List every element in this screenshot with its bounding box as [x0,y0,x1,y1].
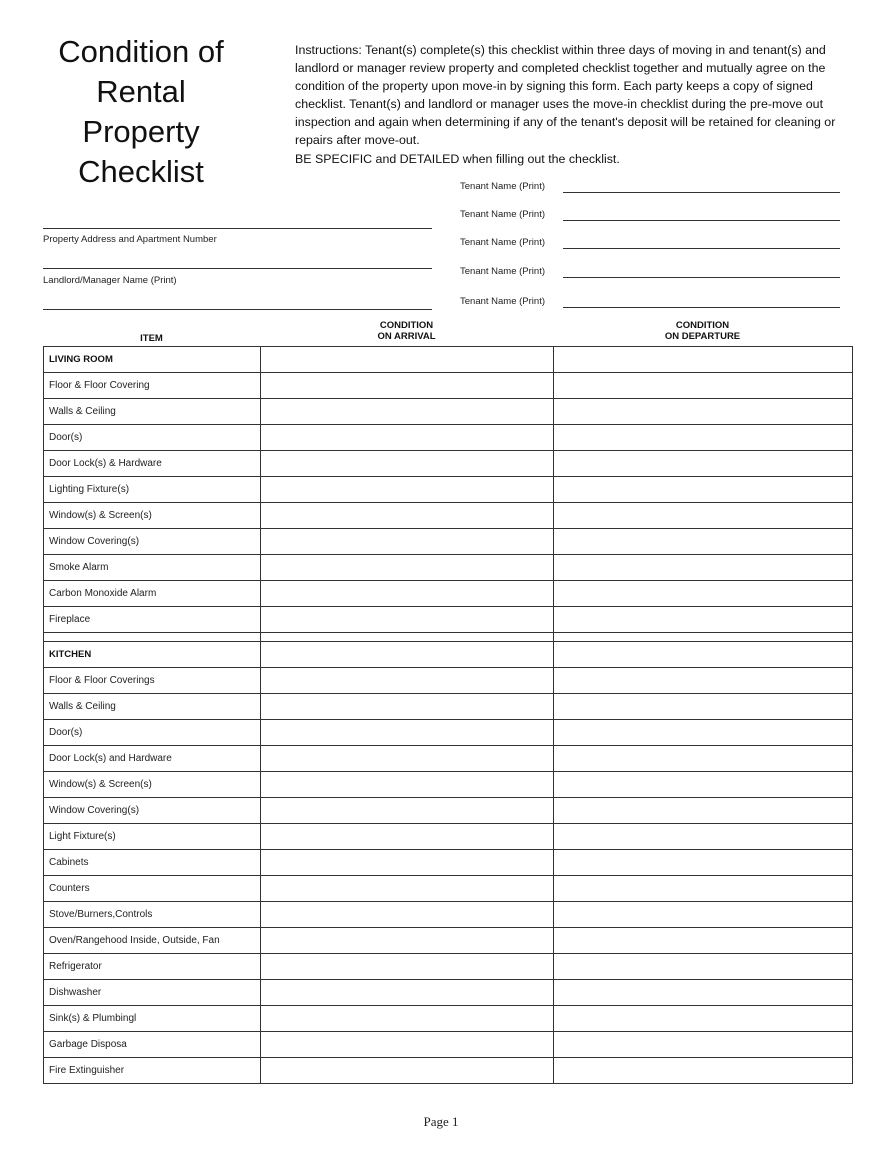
spacer-cell [554,633,853,642]
arrival-cell[interactable] [261,399,554,425]
table-row [44,902,853,928]
item-label: Walls & Ceiling [44,694,261,720]
section-header-row [44,347,853,373]
tenant-name-label: Tenant Name (Print) [460,296,546,307]
landlord-name-line[interactable] [43,268,432,269]
instructions-block [295,41,840,168]
departure-cell[interactable] [554,1006,853,1032]
departure-cell[interactable] [554,399,853,425]
arrival-cell[interactable] [261,824,554,850]
section-title: LIVING ROOM [44,347,261,373]
signature-line [563,277,840,278]
departure-cell[interactable] [554,1032,853,1058]
arrival-cell[interactable] [261,555,554,581]
arrival-cell[interactable] [261,581,554,607]
departure-cell[interactable] [554,902,853,928]
tenant-name-label: Tenant Name (Print) [460,266,546,277]
arrival-cell[interactable] [261,980,554,1006]
tenant-name-field[interactable] [460,237,840,251]
departure-cell[interactable] [554,477,853,503]
departure-cell[interactable] [554,798,853,824]
section-spacer [44,633,853,642]
table-row [44,425,853,451]
section-title: KITCHEN [44,642,261,668]
departure-cell[interactable] [554,347,853,373]
table-row [44,772,853,798]
tenant-name-label: Tenant Name (Print) [460,237,546,248]
table-row [44,824,853,850]
title-line: Checklist [78,154,204,189]
item-label: Oven/Rangehood Inside, Outside, Fan [44,928,261,954]
table-row [44,529,853,555]
departure-cell[interactable] [554,876,853,902]
departure-cell[interactable] [554,954,853,980]
item-label: Stove/Burners,Controls [44,902,261,928]
property-address-label: Property Address and Apartment Number [43,234,217,245]
item-label: Dishwasher [44,980,261,1006]
page-number: Page 1 [423,1114,459,1129]
arrival-cell[interactable] [261,1006,554,1032]
departure-cell[interactable] [554,928,853,954]
column-header-arrival: CONDITION ON ARRIVAL [377,320,436,342]
table-row [44,581,853,607]
item-label: Window Covering(s) [44,798,261,824]
departure-cell[interactable] [554,668,853,694]
departure-cell[interactable] [554,451,853,477]
departure-cell[interactable] [554,529,853,555]
tenant-name-field[interactable] [460,209,840,223]
item-label: Door Lock(s) and Hardware [44,746,261,772]
arrival-cell[interactable] [261,451,554,477]
item-label: Lighting Fixture(s) [44,477,261,503]
item-label: Door(s) [44,720,261,746]
arrival-cell[interactable] [261,1058,554,1084]
item-label: Fire Extinguisher [44,1058,261,1084]
item-label: Walls & Ceiling [44,399,261,425]
table-row [44,555,853,581]
table-row [44,607,853,633]
table-row [44,668,853,694]
departure-cell[interactable] [554,694,853,720]
item-label: Window(s) & Screen(s) [44,503,261,529]
arrival-cell[interactable] [261,668,554,694]
section-header-row [44,642,853,668]
arrival-cell[interactable] [261,772,554,798]
property-address-line[interactable] [43,228,432,229]
item-label: Light Fixture(s) [44,824,261,850]
extra-line[interactable] [43,309,432,310]
signature-line [563,220,840,221]
signature-line [563,248,840,249]
table-row [44,928,853,954]
item-label: Sink(s) & Plumbingl [44,1006,261,1032]
departure-cell[interactable] [554,746,853,772]
table-row [44,1006,853,1032]
item-label: Floor & Floor Covering [44,373,261,399]
arrival-cell[interactable] [261,798,554,824]
departure-cell[interactable] [554,720,853,746]
table-row [44,980,853,1006]
arrival-cell[interactable] [261,850,554,876]
item-label: Door(s) [44,425,261,451]
departure-cell[interactable] [554,824,853,850]
departure-cell[interactable] [554,1058,853,1084]
arrival-cell[interactable] [261,720,554,746]
arrival-cell[interactable] [261,694,554,720]
landlord-name-label: Landlord/Manager Name (Print) [43,275,177,286]
title-line: Rental [96,74,186,109]
item-label: Counters [44,876,261,902]
document-title [36,32,246,192]
table-row [44,1058,853,1084]
departure-cell[interactable] [554,555,853,581]
departure-cell[interactable] [554,581,853,607]
item-label: Refrigerator [44,954,261,980]
departure-cell[interactable] [554,425,853,451]
departure-cell[interactable] [554,373,853,399]
signature-line [563,192,840,193]
table-row [44,954,853,980]
item-label: Cabinets [44,850,261,876]
item-label: Floor & Floor Coverings [44,668,261,694]
tenant-name-field[interactable] [460,266,840,280]
departure-cell[interactable] [554,850,853,876]
checklist-table [43,346,853,1084]
table-row [44,850,853,876]
table-row [44,477,853,503]
arrival-cell[interactable] [261,503,554,529]
item-label: Window(s) & Screen(s) [44,772,261,798]
title-line: Condition of [58,34,224,69]
item-label: Garbage Disposa [44,1032,261,1058]
tenant-name-field[interactable] [460,181,840,195]
table-row [44,373,853,399]
column-header-departure: CONDITION ON DEPARTURE [664,320,741,342]
spacer-cell [261,633,554,642]
item-label: Carbon Monoxide Alarm [44,581,261,607]
tenant-name-field[interactable] [460,296,840,310]
column-header-item: ITEM [140,333,163,344]
departure-cell[interactable] [554,980,853,1006]
arrival-cell[interactable] [261,1032,554,1058]
table-row [44,876,853,902]
table-row [44,746,853,772]
signature-line [563,307,840,308]
spacer-cell [44,633,261,642]
arrival-cell[interactable] [261,954,554,980]
arrival-cell[interactable] [261,746,554,772]
arrival-cell[interactable] [261,425,554,451]
table-row [44,1032,853,1058]
arrival-cell[interactable] [261,928,554,954]
table-row [44,798,853,824]
arrival-cell[interactable] [261,876,554,902]
item-label: Window Covering(s) [44,529,261,555]
departure-cell[interactable] [554,607,853,633]
table-row [44,399,853,425]
departure-cell[interactable] [554,503,853,529]
table-row [44,720,853,746]
table-row [44,694,853,720]
arrival-cell[interactable] [261,373,554,399]
table-row [44,451,853,477]
arrival-cell[interactable] [261,902,554,928]
instructions-text: Instructions: Tenant(s) complete(s) this checklist within three days of moving in and tenant(s) and landlord or manager review property and completed checklist together and mutually agree on the condition of the property upon move-in by signing this form. Each party keeps a copy of signed checklist. Tenant(s) and landlord or manager uses the move-in checklist during the pre-move out inspection and again when determining if any of the tenant's deposit will be retained for cleaning or repairs after move-out. [295,43,836,148]
item-label: Door Lock(s) & Hardware [44,451,261,477]
instructions-emphasis: BE SPECIFIC and DETAILED when filling out the checklist. [295,151,620,166]
arrival-cell[interactable] [261,607,554,633]
arrival-cell[interactable] [261,477,554,503]
title-line: Property [82,114,200,149]
departure-cell[interactable] [554,642,853,668]
tenant-name-label: Tenant Name (Print) [460,209,546,220]
arrival-cell[interactable] [261,529,554,555]
arrival-cell[interactable] [261,347,554,373]
table-row [44,503,853,529]
departure-cell[interactable] [554,772,853,798]
tenant-name-label: Tenant Name (Print) [460,181,546,192]
item-label: Smoke Alarm [44,555,261,581]
arrival-cell[interactable] [261,642,554,668]
item-label: Fireplace [44,607,261,633]
